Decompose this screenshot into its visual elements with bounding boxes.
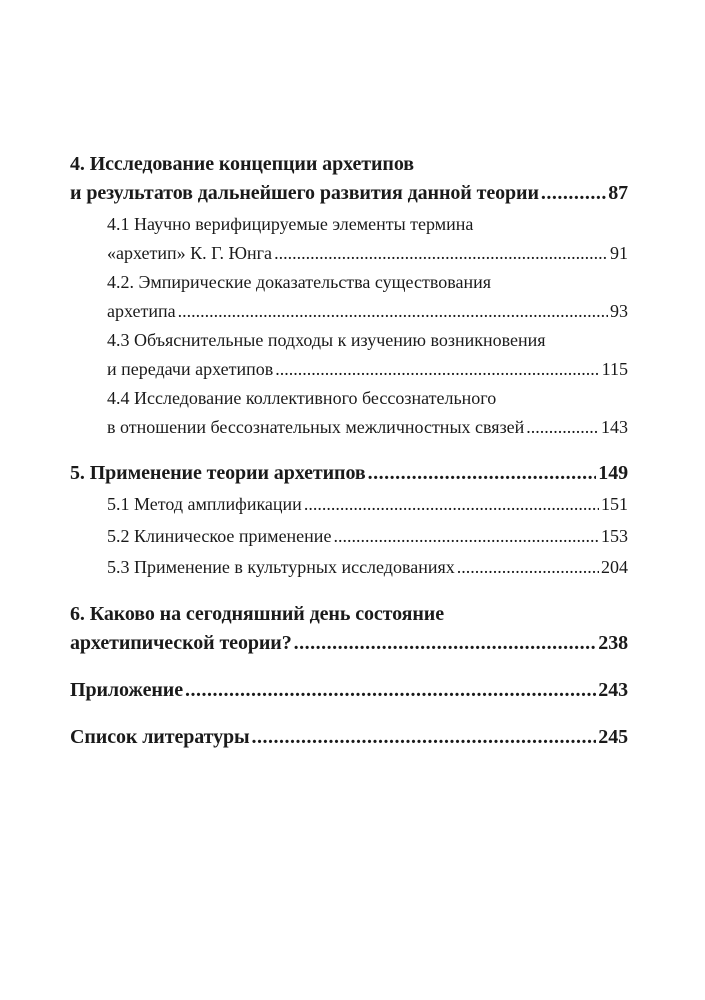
- dot-leader: [526, 413, 599, 442]
- toc-entry-5-2[interactable]: [107, 522, 628, 551]
- toc-entry-4-4[interactable]: [107, 384, 628, 441]
- toc-entry-4-2[interactable]: [107, 268, 628, 325]
- section-4-3-title-line1: 4.3 Объяснительные подходы к изучению возникновения: [107, 330, 546, 350]
- toc-bibliography[interactable]: [70, 723, 628, 752]
- table-of-contents: [70, 150, 628, 752]
- toc-entry-chapter-4[interactable]: [70, 179, 628, 208]
- chapter-4-page-number: 87: [608, 182, 628, 204]
- section-4-4-page-number: 143: [601, 416, 628, 437]
- toc-chapter-4: [70, 150, 628, 441]
- dot-leader: [275, 355, 599, 384]
- section-4-1-title-line2: «архетип» К. Г. Юнга: [107, 242, 273, 263]
- chapter-5-subsections: [107, 490, 628, 582]
- dot-leader: [368, 459, 597, 488]
- toc-entry-chapter-5[interactable]: [70, 459, 628, 488]
- chapter-6-title-line2: архетипической теории?: [70, 631, 292, 654]
- dot-leader: [274, 239, 608, 268]
- toc-entry-4-1[interactable]: [107, 210, 628, 267]
- toc-chapter-5: [70, 459, 628, 582]
- dot-leader: [457, 553, 599, 582]
- chapter-6-page-number: 238: [598, 631, 628, 654]
- toc-chapter-6[interactable]: [70, 600, 628, 658]
- dot-leader: [178, 297, 608, 326]
- dot-leader: [304, 490, 599, 519]
- section-5-3-page-number: 204: [601, 557, 628, 577]
- appendix-title: Приложение: [70, 678, 183, 701]
- section-5-1-page-number: 151: [601, 494, 628, 514]
- section-4-2-title-line2: архетипа: [107, 300, 176, 321]
- dot-leader: [294, 629, 597, 658]
- section-4-2-title-line1: 4.2. Эмпирические доказательства существования: [107, 272, 492, 292]
- bibliography-page-number: 245: [598, 725, 628, 748]
- chapter-4-title-line2: и результатов дальнейшего развития данной теории: [70, 182, 539, 204]
- dot-leader: [541, 179, 606, 208]
- dot-leader: [185, 676, 596, 705]
- chapter-6-title-line1: 6. Каково на сегодняшний день состояние: [70, 602, 444, 625]
- section-4-3-page-number: 115: [601, 358, 628, 379]
- toc-appendix[interactable]: [70, 676, 628, 705]
- section-4-1-page-number: 91: [610, 242, 628, 263]
- toc-entry-5-1[interactable]: [107, 490, 628, 519]
- section-4-4-title-line1: 4.4 Исследование коллективного бессознательного: [107, 388, 497, 408]
- section-5-1-title: 5.1 Метод амплификации: [107, 494, 302, 514]
- toc-entry-4-3[interactable]: [107, 326, 628, 383]
- dot-leader: [333, 522, 599, 551]
- chapter-5-page-number: 149: [598, 462, 628, 484]
- bibliography-title: Список литературы: [70, 725, 250, 748]
- section-5-2-page-number: 153: [601, 525, 628, 546]
- toc-entry-5-3[interactable]: [107, 553, 628, 582]
- section-4-1-title-line1: 4.1 Научно верифицируемые элементы термина: [107, 214, 474, 234]
- section-4-3-title-line2: и передачи архетипов: [107, 358, 274, 379]
- appendix-page-number: 243: [598, 678, 628, 701]
- chapter-4-title-line1: 4. Исследование концепции архетипов: [70, 153, 414, 175]
- dot-leader: [252, 723, 597, 752]
- section-5-3-title: 5.3 Применение в культурных исследованиях: [107, 557, 455, 577]
- chapter-4-subsections: [107, 210, 628, 441]
- section-4-2-page-number: 93: [610, 300, 628, 321]
- section-5-2-title: 5.2 Клиническое применение: [107, 525, 332, 546]
- chapter-5-title: 5. Применение теории архетипов: [70, 462, 366, 484]
- section-4-4-title-line2: в отношении бессознательных межличностных связей: [107, 416, 525, 437]
